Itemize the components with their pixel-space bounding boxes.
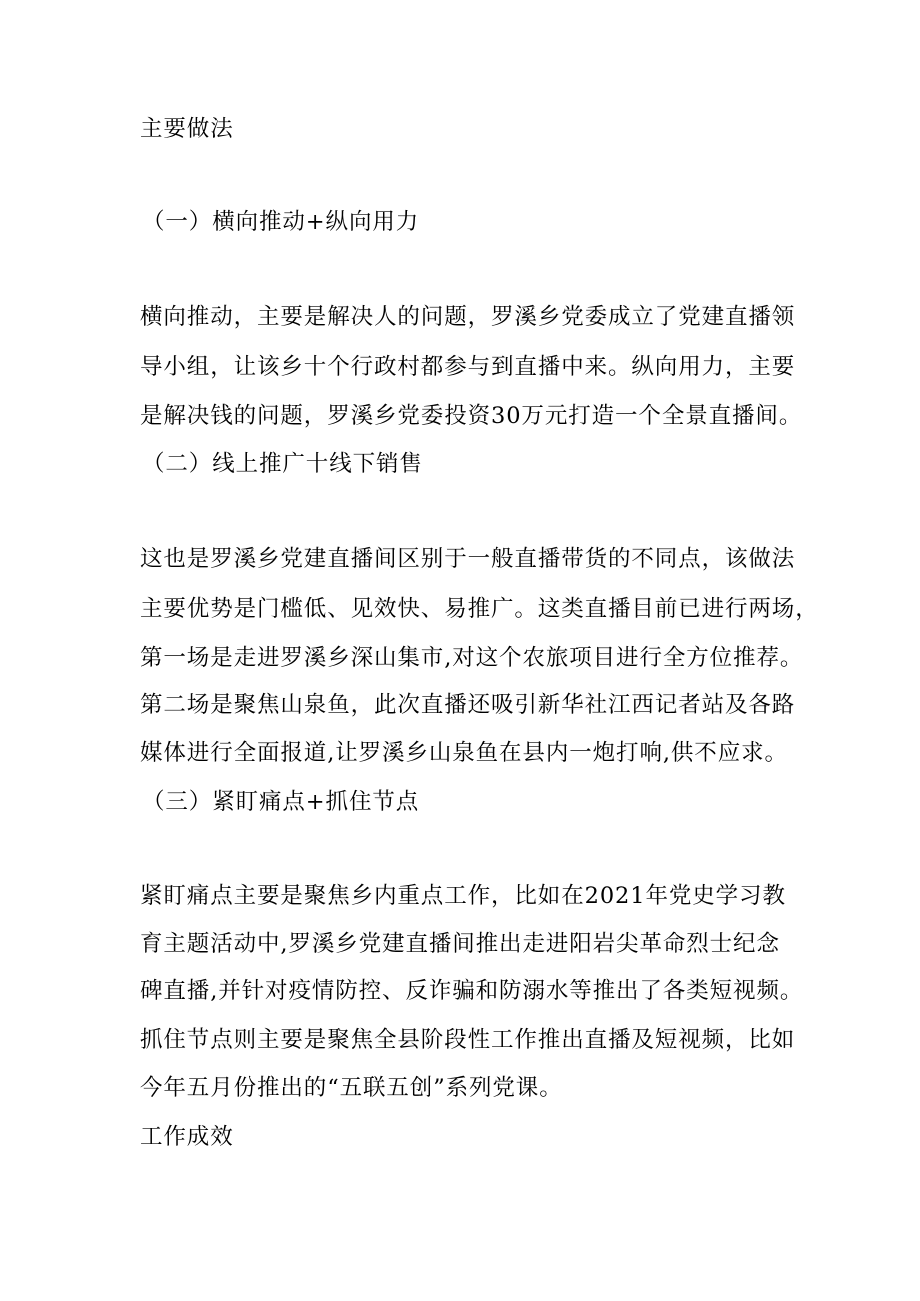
paragraph-line: 紧盯痛点主要是聚焦乡内重点工作，比如在2021年党史学习教 [140,883,786,909]
subsection-heading-1: （一）横向推动+纵向用力 [142,209,420,235]
subsection-heading-2: （二）线上推广十线下销售 [142,451,423,477]
paragraph-line: 育主题活动中,罗溪乡党建直播间推出走进阳岩尖革命烈士纪念 [140,931,780,957]
subsection-heading-3: （三）紧盯痛点+抓住节点 [142,789,420,815]
paragraph-line: 今年五月份推出的“五联五创”系列党课。 [140,1075,563,1101]
paragraph-line: 第一场是走进罗溪乡深山集市,对这个农旅项目进行全方位推荐。 [140,645,804,671]
section-heading-work-results: 工作成效 [140,1124,234,1150]
paragraph-line: 主要优势是门槛低、见效快、易推广。这类直播目前已进行两场， [140,596,819,622]
paragraph-line: 碑直播,并针对疫情防控、反诈骗和防溺水等推出了各类短视频。 [140,978,804,1004]
paragraph-line: 导小组，让该乡十个行政村都参与到直播中来。纵向用力，主要 [140,354,796,380]
paragraph-line: 是解决钱的问题，罗溪乡党委投资30万元打造一个全景直播间。 [140,403,803,429]
paragraph-line: 这也是罗溪乡党建直播间区别于一般直播带货的不同点，该做法 [140,546,796,572]
paragraph-line: 第二场是聚焦山泉鱼，此次直播还吸引新华社江西记者站及各路 [140,692,796,718]
paragraph-line: 横向推动，主要是解决人的问题，罗溪乡党委成立了党建直播领 [140,304,796,330]
section-heading-main-practices: 主要做法 [140,116,234,142]
paragraph-line: 抓住节点则主要是聚焦全县阶段性工作推出直播及短视频，比如 [140,1027,796,1053]
paragraph-line: 媒体进行全面报道,让罗溪乡山泉鱼在县内一炮打响,供不应求。 [140,740,788,766]
